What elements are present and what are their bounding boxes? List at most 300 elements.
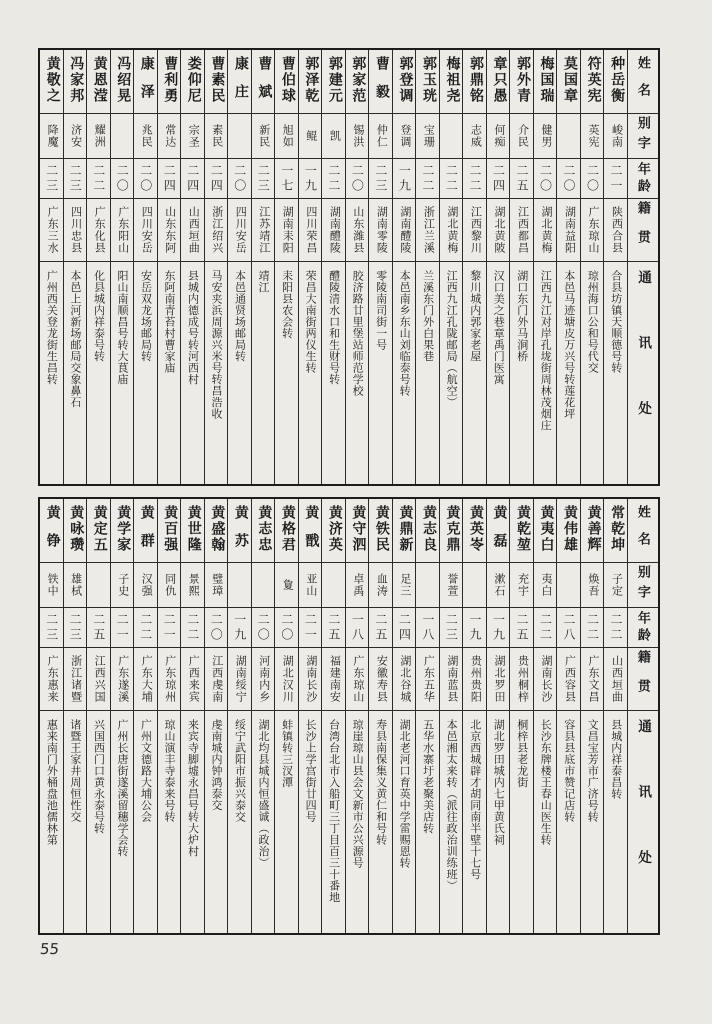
age-text: 二二 [420,163,435,194]
addr-cell [228,262,251,484]
zi-text: 汉强 [140,573,153,597]
column-header-name [628,50,658,114]
addr-text: 本邑南乡东山刘临泰号转 [398,270,411,397]
zi-text: 同仇 [163,573,176,597]
entry-column [581,50,605,484]
addr-text: 化县城内祥泰号转 [92,270,105,362]
addr-text: 湖口东门外马涧桥 [515,270,528,362]
native-text: 浙江兰溪 [422,206,435,254]
zi-cell [369,114,392,159]
zi-cell [322,563,345,608]
age-cell [252,159,275,199]
age-cell [346,608,369,648]
entry-column [181,50,205,484]
zi-cell [487,114,510,159]
zi-cell [557,563,580,608]
addr-text: 兰溪东门外白果巷 [421,270,434,362]
addr-cell [64,711,87,933]
name-text: 常乾坤 [609,505,625,553]
age-cell [40,159,63,199]
entry-column [557,50,581,484]
age-cell [64,159,87,199]
native-text: 湖南醴陵 [398,206,411,254]
name-cell [111,499,134,563]
addr-cell [393,711,416,933]
addr-cell [322,262,345,484]
zi-cell [158,563,181,608]
native-cell [205,199,228,262]
addr-cell [487,711,510,933]
zi-text: 宝珊 [422,124,435,148]
entry-column [252,50,276,484]
addr-text: 靖江 [257,270,270,293]
native-cell [534,199,557,262]
native-text: 湖北黄梅 [445,206,458,254]
native-text: 湖南长沙 [539,655,552,703]
name-cell [393,50,416,114]
name-cell [181,50,204,114]
addr-text: 马安夹浜周源兴米号转昌浩收 [210,270,223,420]
native-cell [252,648,275,711]
zi-text: 常达 [163,124,176,148]
native-cell [369,648,392,711]
zi-text: 充宇 [516,573,529,597]
entry-column [111,499,135,933]
zi-cell [64,114,87,159]
addr-cell [181,711,204,933]
native-cell [346,648,369,711]
native-text: 广东化县 [93,206,106,254]
age-text: 二三 [444,612,459,643]
age-text: 二三 [256,163,271,194]
age-cell [87,608,110,648]
addr-cell [510,711,533,933]
zi-cell [134,114,157,159]
column-header-zi [628,563,658,608]
zi-cell [87,114,110,159]
native-text: 广东琼州 [163,655,176,703]
native-cell [205,648,228,711]
native-text: 浙江诸暨 [69,655,82,703]
name-text: 黄盛翰 [209,505,225,553]
age-text: 二〇 [256,612,271,643]
zi-cell [463,114,486,159]
addr-cell [40,711,63,933]
native-text: 湖北谷城 [398,655,411,703]
name-text: 冯绍晃 [115,56,131,104]
age-text: 二二 [538,612,553,643]
addr-text: 长沙东牌楼王春山医生转 [539,719,552,846]
native-text: 福建南安 [328,655,341,703]
name-cell [40,499,63,563]
addr-cell [40,262,63,484]
age-text: 二五 [91,612,106,643]
native-text: 湖南醴陵 [328,206,341,254]
zi-text: 誉萱 [445,573,458,597]
age-text: 二一 [115,612,130,643]
column-header-addr [628,262,658,484]
native-text: 江西黎川 [469,206,482,254]
age-cell [134,608,157,648]
native-text: 广西容县 [563,655,576,703]
zi-cell [463,563,486,608]
name-cell [463,50,486,114]
age-cell [346,159,369,199]
age-text: 二一 [303,612,318,643]
age-cell [111,608,134,648]
native-text: 贵州贵阳 [469,655,482,703]
native-cell [581,199,604,262]
zi-text: 锡洪 [351,124,364,148]
name-cell [322,499,345,563]
native-cell [557,648,580,711]
addr-text: 容县县底市赞记店转 [562,719,575,823]
native-cell [322,648,345,711]
name-cell [440,499,463,563]
native-cell [40,199,63,262]
addr-text: 惠来南门外桶盘池儒林第 [45,719,58,846]
addr-cell [369,711,392,933]
addr-text: 湖北罗田城内七甲黄氏祠 [492,719,505,846]
addr-cell [134,262,157,484]
zi-cell [181,563,204,608]
addr-cell [510,262,533,484]
entry-column [487,50,511,484]
native-text: 湖北黄陂 [492,206,505,254]
addr-text: 绥宁武阳市振兴泰交 [233,719,246,823]
age-text: 二二 [609,612,624,643]
name-cell [369,50,392,114]
zi-text: 健男 [539,124,552,148]
column-header-native [628,648,658,711]
age-text: 一九 [467,612,482,643]
age-text: 二二 [138,612,153,643]
name-cell [510,50,533,114]
zi-cell [604,114,627,159]
age-text: 一八 [420,612,435,643]
addr-cell [581,711,604,933]
addr-cell [440,711,463,933]
header-column [628,499,658,933]
age-text: 二四 [162,163,177,194]
name-text: 黄鼎新 [397,505,413,553]
name-text: 曹伯球 [279,56,295,104]
entry-column [205,50,229,484]
name-text: 黄咏瓒 [68,505,84,553]
addr-text: 桐梓县老龙街 [515,719,528,788]
age-text: 二二 [444,163,459,194]
entry-column [275,50,299,484]
age-cell [369,159,392,199]
name-cell [581,499,604,563]
native-text: 湖南绥宁 [234,655,247,703]
native-cell [64,648,87,711]
zi-text: 铁中 [46,573,59,597]
addr-text: 江西九江孔陇邮局（航空） [445,270,458,408]
native-cell [393,199,416,262]
zi-text: 介民 [516,124,529,148]
name-text: 黄格君 [279,505,295,553]
native-cell [158,648,181,711]
age-cell [111,159,134,199]
addr-text: 湖北均县城内恒盛诚（政治） [257,719,270,869]
zi-cell [299,114,322,159]
entry-column [158,499,182,933]
zi-cell [510,114,533,159]
age-cell [510,159,533,199]
age-cell [369,608,392,648]
native-text: 山西垣曲 [187,206,200,254]
name-text: 郭家范 [350,56,366,104]
zi-text: 鲲 [304,130,317,142]
native-cell [487,199,510,262]
column-header-label: 别字 [635,116,651,156]
entry-column [252,499,276,933]
zi-text: 雄栻 [69,573,82,597]
age-text: 二三 [44,163,59,194]
addr-cell [346,262,369,484]
addr-cell [134,711,157,933]
native-text: 江西都昌 [516,206,529,254]
age-cell [181,608,204,648]
name-cell [416,499,439,563]
native-text: 四川荣昌 [304,206,317,254]
addr-cell [299,262,322,484]
zi-cell [440,114,463,159]
entry-column [346,499,370,933]
zi-text: 宗圣 [187,124,200,148]
entry-column [440,50,464,484]
addr-cell [87,262,110,484]
native-text: 湖北汉川 [281,655,294,703]
native-cell [416,648,439,711]
name-text: 黄敬之 [44,56,60,104]
addr-text: 琼州海口公和号代交 [586,270,599,374]
addr-text: 湖北老河口育英中学雷赐恩转 [398,719,411,869]
addr-text: 北京西城辟才胡同南半壁十七号 [468,719,481,880]
native-cell [228,648,251,711]
zi-text: 子定 [610,573,623,597]
addr-cell [252,262,275,484]
age-text: 二三 [68,612,83,643]
addr-text: 来宾寺脚墟永昌号转大炉村 [186,719,199,857]
addr-text: 台湾台北市入船町三丁目百三十番地 [327,719,340,903]
entry-column [557,499,581,933]
name-cell [64,50,87,114]
zi-cell [440,563,463,608]
age-cell [299,608,322,648]
age-cell [604,608,627,648]
column-header-label: 籍贯 [635,201,651,259]
name-text: 种岳衡 [609,56,625,104]
age-cell [322,159,345,199]
name-cell [228,50,251,114]
entry-column [440,499,464,933]
native-cell [134,648,157,711]
zi-cell [111,563,134,608]
addr-text: 醴陵清水口和生财号转 [327,270,340,385]
entry-column [369,50,393,484]
zi-text: 兆民 [140,124,153,148]
zi-cell [322,114,345,159]
age-text: 二〇 [138,163,153,194]
age-cell [205,159,228,199]
name-cell [158,499,181,563]
name-text: 符英宪 [585,56,601,104]
age-cell [487,159,510,199]
age-cell [416,159,439,199]
addr-cell [275,262,298,484]
zi-cell [487,563,510,608]
name-text: 郭鼎铭 [467,56,483,104]
name-cell [40,50,63,114]
age-text: 二四 [185,163,200,194]
addr-cell [158,262,181,484]
entry-column [510,499,534,933]
native-cell [534,648,557,711]
zi-text: 新民 [257,124,270,148]
entry-column [346,50,370,484]
native-text: 广东五华 [422,655,435,703]
entry-column [134,499,158,933]
native-text: 湖南蓝县 [445,655,458,703]
name-text: 郭泽乾 [303,56,319,104]
native-text: 湖南长沙 [304,655,317,703]
zi-text: 登调 [398,124,411,148]
name-cell [557,50,580,114]
native-text: 湖南耒阳 [281,206,294,254]
name-text: 黄苏 [232,505,248,561]
name-text: 黄百强 [162,505,178,553]
native-cell [557,199,580,262]
entry-column [87,499,111,933]
entry-column [416,50,440,484]
name-cell [463,499,486,563]
age-cell [581,608,604,648]
entry-column [416,499,440,933]
addr-cell [369,262,392,484]
entry-column [463,499,487,933]
addr-text: 广州西关登龙街生昌转 [45,270,58,385]
addr-cell [487,262,510,484]
column-header-label: 姓名 [635,505,651,559]
name-text: 黄恩滢 [91,56,107,104]
native-cell [510,199,533,262]
age-cell [581,159,604,199]
zi-cell [393,114,416,159]
native-cell [64,199,87,262]
zi-cell [111,114,134,159]
zi-text: 济安 [69,124,82,148]
addr-text: 县城内德成号转河西村 [186,270,199,385]
native-text: 湖北罗田 [492,655,505,703]
age-text: 二〇 [562,163,576,194]
age-cell [534,159,557,199]
native-cell [181,199,204,262]
zi-cell [557,114,580,159]
name-text: 章只愚 [491,56,507,104]
name-text: 黄群 [138,505,154,561]
native-text: 贵州桐梓 [516,655,529,703]
zi-text: 志威 [469,124,482,148]
age-text: 二〇 [350,163,365,194]
addr-cell [252,711,275,933]
addr-cell [275,711,298,933]
name-text: 黄英岺 [467,505,483,553]
native-cell [487,648,510,711]
zi-cell [275,563,298,608]
zi-cell [299,563,322,608]
addr-cell [440,262,463,484]
entry-column [299,499,323,933]
age-text: 一九 [397,163,412,194]
native-text: 江西兴国 [93,655,106,703]
native-cell [134,199,157,262]
addr-cell [416,262,439,484]
native-text: 河南内乡 [257,655,270,703]
addr-text: 东阿南青苔村曹家庙 [162,270,175,374]
entry-column [228,50,252,484]
name-text: 黄济英 [326,505,342,553]
zi-cell [416,114,439,159]
addr-cell [205,711,228,933]
entry-column [40,50,64,484]
name-cell [134,499,157,563]
entry-column [463,50,487,484]
column-header-age [628,159,658,199]
name-cell [299,499,322,563]
native-text: 四川安岳 [234,206,247,254]
zi-cell [581,114,604,159]
native-text: 广东遂溪 [116,655,129,703]
zi-cell [228,563,251,608]
name-text: 郭登调 [397,56,413,104]
addr-cell [205,262,228,484]
column-header-label: 姓名 [635,56,651,110]
addr-text: 蚌镇转三汊潭 [280,719,293,788]
age-text: 二二 [326,163,341,194]
zi-text: 血涛 [375,573,388,597]
zi-text: 夷白 [539,573,552,597]
zi-cell [604,563,627,608]
addr-text: 长沙上学宫街廿四号 [304,719,317,823]
addr-cell [228,711,251,933]
age-cell [440,608,463,648]
native-cell [158,199,181,262]
age-cell [487,608,510,648]
name-text: 娄仰尼 [185,56,201,104]
zi-cell [205,114,228,159]
native-text: 广东惠来 [46,655,59,703]
age-text: 二二 [185,612,200,643]
age-cell [534,608,557,648]
addr-cell [87,711,110,933]
name-cell [346,50,369,114]
zi-cell [369,563,392,608]
age-cell [440,159,463,199]
addr-cell [299,711,322,933]
age-text: 二八 [562,612,576,643]
age-cell [158,608,181,648]
addr-text: 本邑湘太来转（派往政治训练班） [445,719,458,892]
entry-column [510,50,534,484]
column-header-age [628,608,658,648]
age-text: 二一 [162,612,177,643]
addr-cell [158,711,181,933]
name-cell [369,499,392,563]
entry-column [64,50,88,484]
name-text: 莫国章 [562,56,578,104]
